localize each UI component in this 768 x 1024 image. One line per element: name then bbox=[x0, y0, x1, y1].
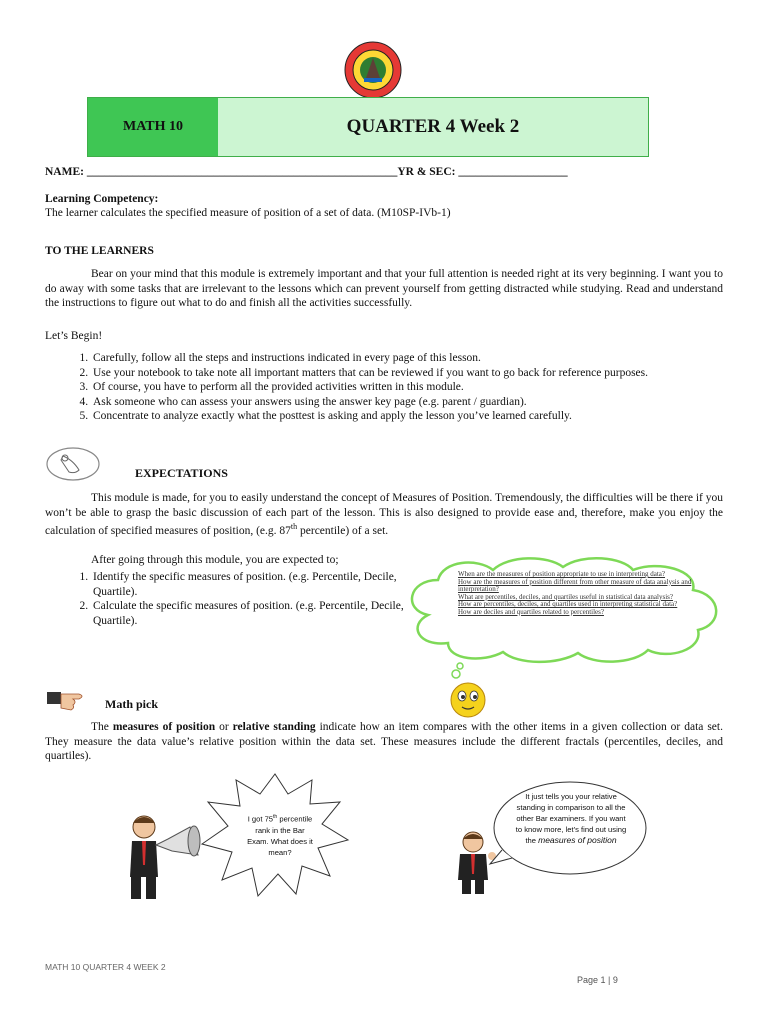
competency-text: The learner calculates the specified measure of position of a set of data. (M10SP-IVb-1) bbox=[45, 207, 451, 219]
speech-text: I got 75 bbox=[247, 814, 274, 824]
list-item: 3. Of course, you have to perform all the provided activities written in this module. bbox=[91, 380, 768, 395]
list-item: 5. Concentrate to analyze exactly what the posttest is asking and apply the lesson you’ve learned carefully. bbox=[91, 409, 768, 424]
math-pick-heading: Math pick bbox=[105, 697, 159, 711]
learners-heading: TO THE LEARNERS bbox=[45, 245, 154, 257]
learners-paragraph: Bear on your mind that this module is extremely important and that your full attention is needed right at its very beginning. I want you to do away with some tasks that are irrelevant to the lessons which can prevent yourself from getting distracted while studying. Read and understand the instructions to figure out what to do and finish all the activities successfully. bbox=[45, 268, 723, 310]
page-number: Page 1 | 9 bbox=[577, 975, 618, 985]
footer-label: MATH 10 QUARTER 4 WEEK 2 bbox=[45, 962, 166, 972]
math-pick-text: indicate how an item compares with the other items in a given collection or data set. They measure the data value’s relative position within the data set. These measures include the different fractals (percentiles, deciles, and quartiles). bbox=[45, 721, 723, 763]
ordinal-sup: th bbox=[290, 522, 298, 532]
steps-list bbox=[45, 351, 768, 424]
cloud-question: What are percentiles, deciles, and quartiles useful in statistical data analysis? bbox=[458, 592, 673, 601]
thinking-smiley-icon bbox=[432, 662, 502, 722]
cloud-questions bbox=[458, 571, 696, 617]
list-item: 4. Ask someone who can assess your answers using the answer key page (e.g. parent / guardian). bbox=[91, 395, 768, 410]
cloud-question: How are deciles and quartiles related to percentiles? bbox=[458, 607, 604, 616]
hand-icon bbox=[45, 446, 101, 482]
math-pick-text: or bbox=[215, 721, 233, 733]
lets-begin: Let’s Begin! bbox=[45, 330, 103, 342]
ordinal-sup: th bbox=[273, 814, 278, 820]
expectations-text-2: percentile) of a set. bbox=[297, 525, 389, 538]
list-item: 1. Carefully, follow all the steps and instructions indicated in every page of this lesson. bbox=[91, 351, 768, 366]
expectations-heading: EXPECTATIONS bbox=[135, 466, 228, 480]
expectations-intro: After going through this module, you are expected to; bbox=[91, 554, 339, 566]
expectations-paragraph bbox=[45, 491, 723, 539]
speech-text: It just tells you your relative standing in comparison to all the other Bar examiners. If you want to know more, let’s find out using the bbox=[515, 792, 627, 845]
list-item: 1. Identify the specific measures of position. (e.g. Percentile, Decile, Quartile). bbox=[91, 570, 409, 599]
cloud-question: How are percentiles, deciles, and quartiles used in interpreting statistical data? bbox=[458, 600, 678, 609]
cloud-question: When are the measures of position appropriate to use in interpreting data? bbox=[458, 570, 666, 578]
ellipse-text bbox=[515, 791, 627, 846]
math-pick-paragraph bbox=[45, 720, 723, 764]
megaphone-man-icon bbox=[118, 805, 208, 905]
header-box bbox=[87, 97, 649, 157]
term-relative-standing: relative standing bbox=[232, 721, 316, 733]
quarter-title: QUARTER 4 Week 2 bbox=[218, 98, 648, 156]
name-line: NAME: ______________________________________________________YR & SEC: ___________________ bbox=[45, 166, 568, 178]
cloud-question: How are the measures of position different from other measure of data analysis and interpretation? bbox=[458, 577, 692, 594]
speech-emphasis: measures of position bbox=[538, 835, 617, 845]
competency-heading: Learning Competency: bbox=[45, 193, 159, 205]
math-pick-text: The bbox=[91, 721, 113, 733]
division-logo bbox=[328, 40, 418, 100]
speech-text: percentile rank in the Bar Exam. What does it mean? bbox=[247, 814, 313, 857]
list-item: 2. Use your notebook to take note all important matters that can be reviewed if you want to go back for reference purposes. bbox=[91, 366, 768, 381]
term-measures-of-position: measures of position bbox=[112, 721, 216, 733]
list-item: 2. Calculate the specific measures of position. (e.g. Percentile, Decile, Quartile). bbox=[91, 599, 409, 628]
subject-label: MATH 10 bbox=[88, 98, 218, 156]
expectations-list bbox=[45, 570, 409, 628]
starburst-text bbox=[245, 812, 315, 858]
pointing-hand-icon bbox=[45, 688, 91, 716]
expectations-text-1: This module is made, for you to easily understand the concept of Measures of Position. Tremendously, the difficulties will be there if you won’t be able to grasp the basic discussion of each part of the lesson. This is also designed to provide ease and, therefore, make you enjoy the calculation of specified measures of position, (e.g. 87 bbox=[45, 492, 723, 538]
